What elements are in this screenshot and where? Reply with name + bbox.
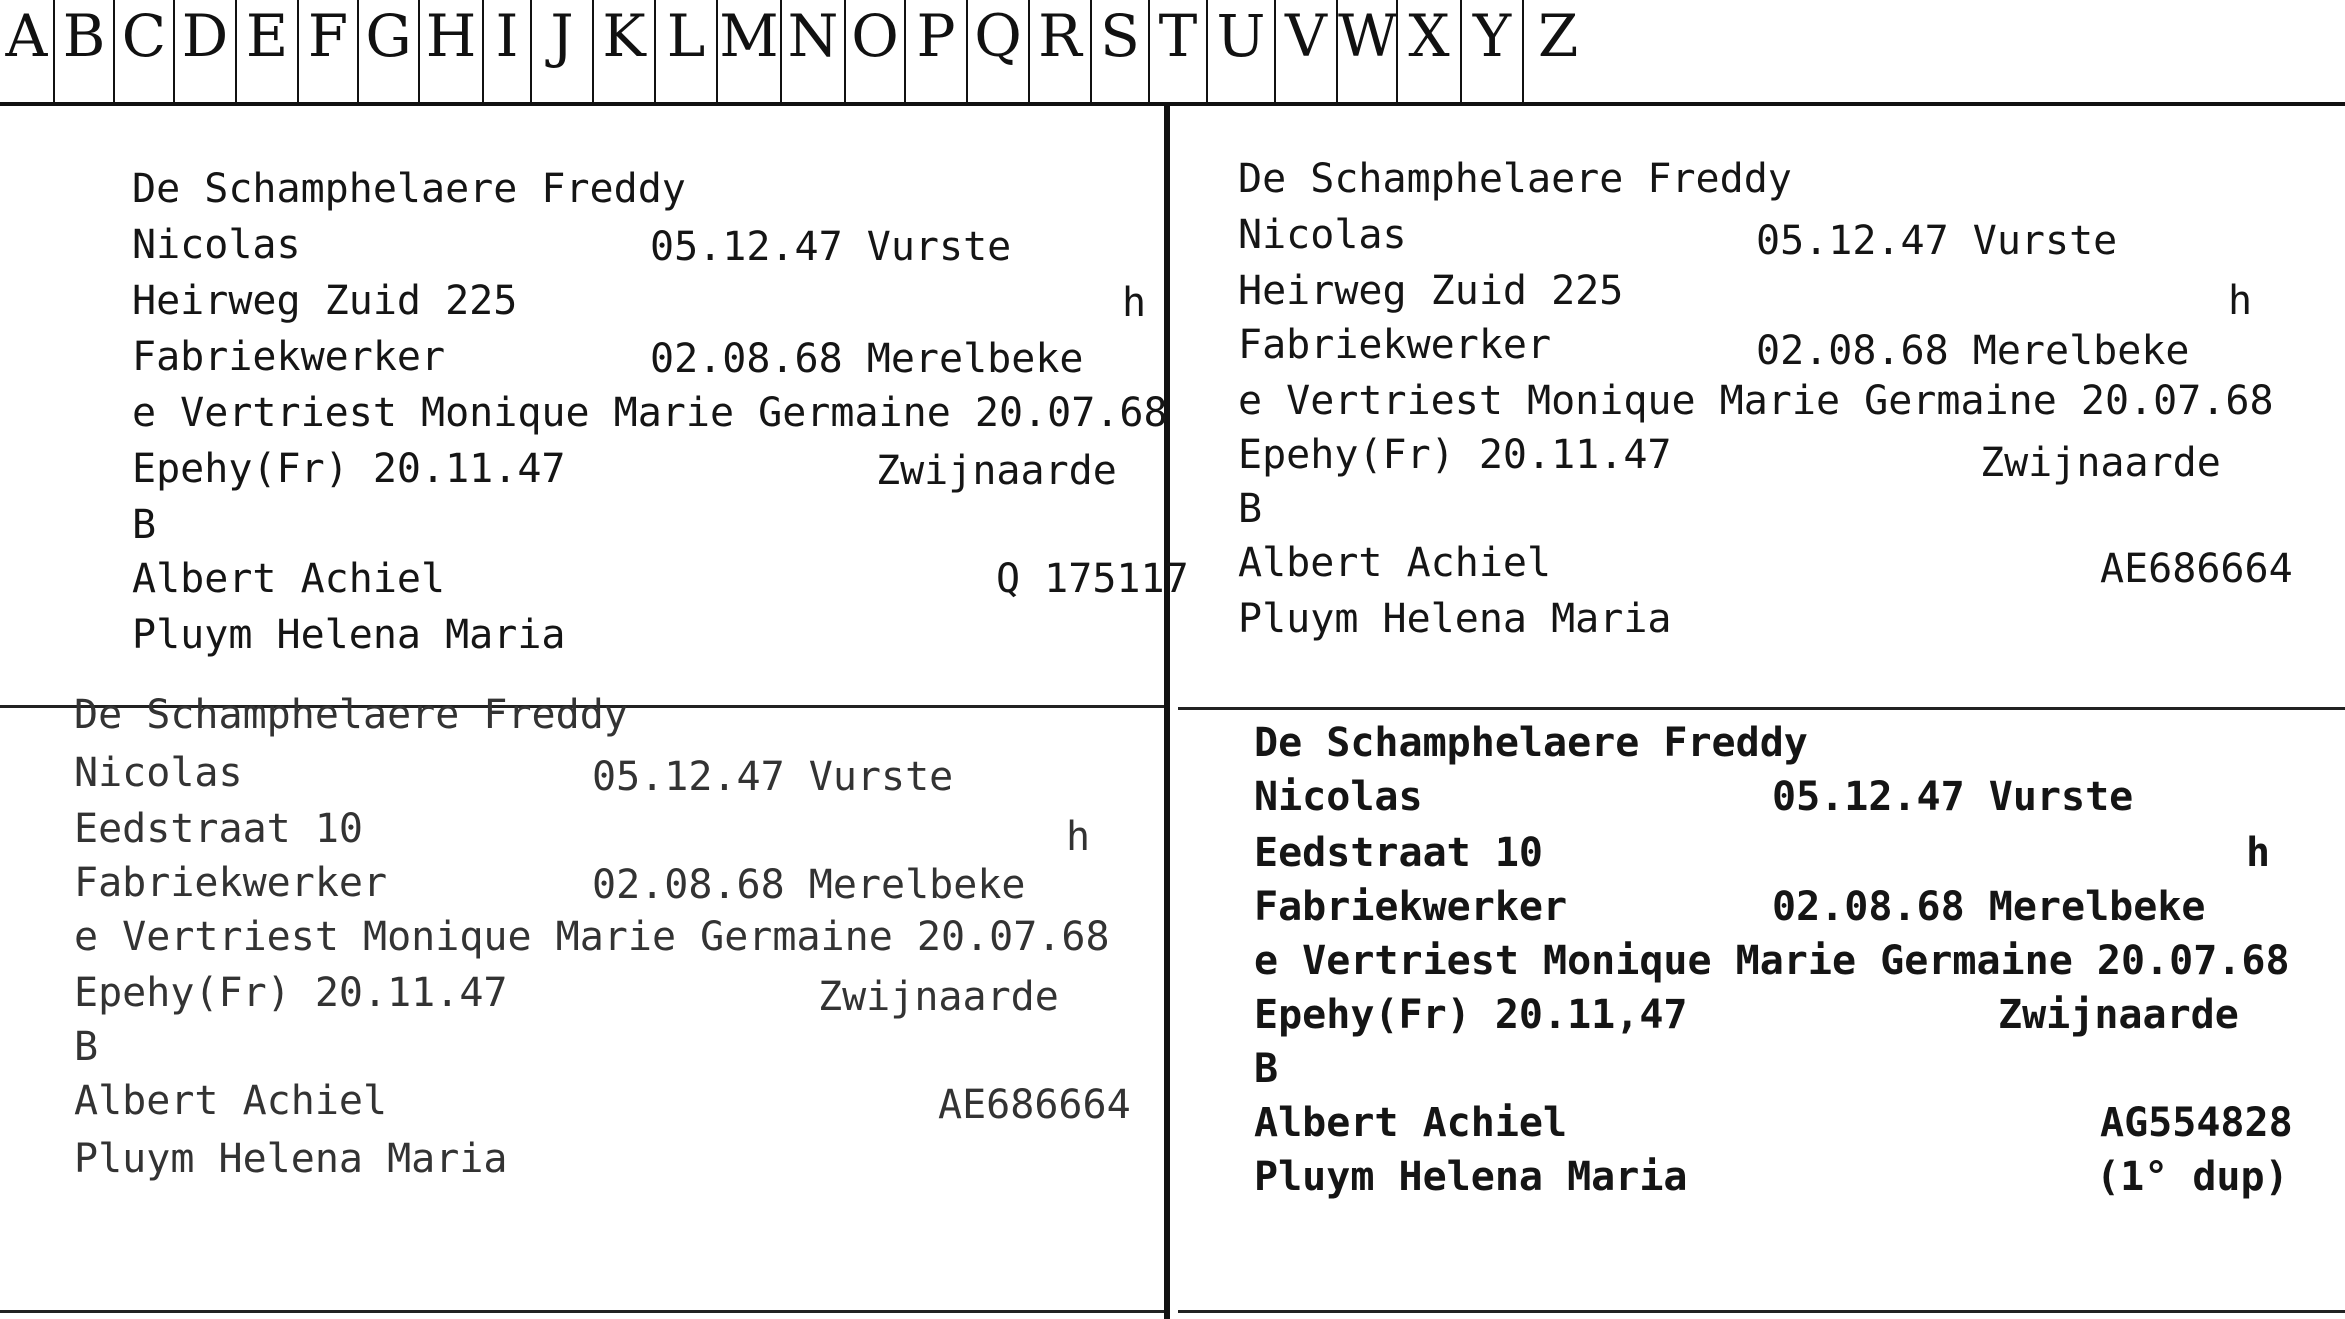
card-number: AE686664 [938, 1082, 1131, 1128]
card-registered: 02.08.68 Merelbeke [1772, 884, 2206, 930]
card-spouse: e Vertriest Monique Marie Germaine 20.07.68 [1238, 378, 2274, 424]
card-name: De Schamphelaere Freddy [132, 166, 686, 212]
card-registered: 02.08.68 Merelbeke [1756, 328, 2190, 374]
card-marker: h [2246, 830, 2271, 876]
index-letter-d: D [175, 0, 237, 102]
card-birth: 05.12.47 Vurste [650, 224, 1012, 270]
card-birth: 05.12.47 Vurste [592, 754, 954, 800]
index-letter-v: V [1276, 0, 1338, 102]
card-given-name: Nicolas [1238, 212, 1407, 258]
index-letter-o: O [846, 0, 906, 102]
card-registered: 02.08.68 Merelbeke [650, 336, 1084, 382]
index-letter-r: R [1030, 0, 1092, 102]
card-spouse: e Vertriest Monique Marie Germaine 20.07.68 [1254, 938, 2290, 984]
card-spouse-place: Zwijnaarde [1980, 440, 2221, 486]
card-marker: h [2228, 278, 2253, 324]
card-mother: Pluym Helena Maria [1238, 596, 1672, 642]
card-address: Eedstraat 10 [74, 806, 363, 852]
index-letter-u: U [1208, 0, 1276, 102]
index-letter-g: G [359, 0, 420, 102]
card-address: Heirweg Zuid 225 [1238, 268, 1624, 314]
index-letter-h: H [420, 0, 484, 102]
card-address: Heirweg Zuid 225 [132, 278, 518, 324]
index-letter-q: Q [968, 0, 1030, 102]
card-occupation: Fabriekwerker [74, 860, 388, 906]
index-letter-l: L [656, 0, 718, 102]
index-letter-i: I [484, 0, 532, 102]
card-spouse-birth: Epehy(Fr) 20.11,47 [1254, 992, 1688, 1038]
card-spouse-place: Zwijnaarde [876, 448, 1117, 494]
index-letter-m: M [718, 0, 782, 102]
left-bottom-border [0, 1310, 1164, 1313]
card-spouse: e Vertriest Monique Marie Germaine 20.07.68 [132, 390, 1168, 436]
card-note: (1° dup) [2096, 1154, 2289, 1200]
index-letter-e: E [237, 0, 299, 102]
card-occupation: Fabriekwerker [1254, 884, 1568, 930]
index-letter-w: W [1338, 0, 1398, 102]
card-father: Albert Achiel [1254, 1100, 1568, 1146]
card-birth: 05.12.47 Vurste [1756, 218, 2118, 264]
card-number: Q 175117 [996, 556, 1189, 602]
index-letter-z: Z [1538, 2, 1579, 70]
card-given-name: Nicolas [1254, 774, 1423, 820]
index-letter-b: B [55, 0, 115, 102]
card-category: B [74, 1024, 99, 1070]
card-category: B [1238, 486, 1263, 532]
card-spouse-place: Zwijnaarde [1998, 992, 2239, 1038]
card-number: AE686664 [2100, 546, 2293, 592]
card-father: Albert Achiel [74, 1078, 388, 1124]
card-mother: Pluym Helena Maria [74, 1136, 508, 1182]
card-mother: Pluym Helena Maria [132, 612, 566, 658]
card-spouse-birth: Epehy(Fr) 20.11.47 [132, 446, 566, 492]
right-card-divider [1178, 707, 2345, 710]
card-category: B [1254, 1046, 1279, 1092]
index-letter-a: A [0, 0, 55, 102]
card-number: AG554828 [2100, 1100, 2293, 1146]
card-address: Eedstraat 10 [1254, 830, 1543, 876]
index-letter-f: F [299, 0, 359, 102]
index-letter-t: T [1150, 0, 1208, 102]
right-bottom-border [1178, 1310, 2345, 1313]
card-category: B [132, 502, 157, 548]
card-spouse: e Vertriest Monique Marie Germaine 20.07.68 [74, 914, 1110, 960]
card-name: De Schamphelaere Freddy [1238, 156, 1792, 202]
center-divider [1164, 106, 1170, 1319]
card-given-name: Nicolas [132, 222, 301, 268]
card-name: De Schamphelaere Freddy [1254, 720, 1808, 766]
card-spouse-birth: Epehy(Fr) 20.11.47 [74, 970, 508, 1016]
card-given-name: Nicolas [74, 750, 243, 796]
index-letter-x: X [1398, 0, 1462, 102]
card-spouse-place: Zwijnaarde [818, 974, 1059, 1020]
card-father: Albert Achiel [132, 556, 446, 602]
index-letter-y: Y [1462, 0, 1524, 102]
index-letter-s: S [1092, 0, 1150, 102]
card-name: De Schamphelaere Freddy [74, 692, 628, 738]
index-letter-j: J [532, 0, 594, 102]
index-letter-p: P [906, 0, 968, 102]
index-letter-k: K [594, 0, 656, 102]
index-letter-c: C [115, 0, 175, 102]
card-registered: 02.08.68 Merelbeke [592, 862, 1026, 908]
card-occupation: Fabriekwerker [1238, 322, 1552, 368]
alphabet-index-bar [0, 0, 2345, 106]
card-marker: h [1066, 814, 1091, 860]
index-letter-n: N [782, 0, 846, 102]
card-father: Albert Achiel [1238, 540, 1552, 586]
card-occupation: Fabriekwerker [132, 334, 446, 380]
card-mother: Pluym Helena Maria [1254, 1154, 1688, 1200]
card-spouse-birth: Epehy(Fr) 20.11.47 [1238, 432, 1672, 478]
card-marker: h [1122, 280, 1147, 326]
card-birth: 05.12.47 Vurste [1772, 774, 2134, 820]
